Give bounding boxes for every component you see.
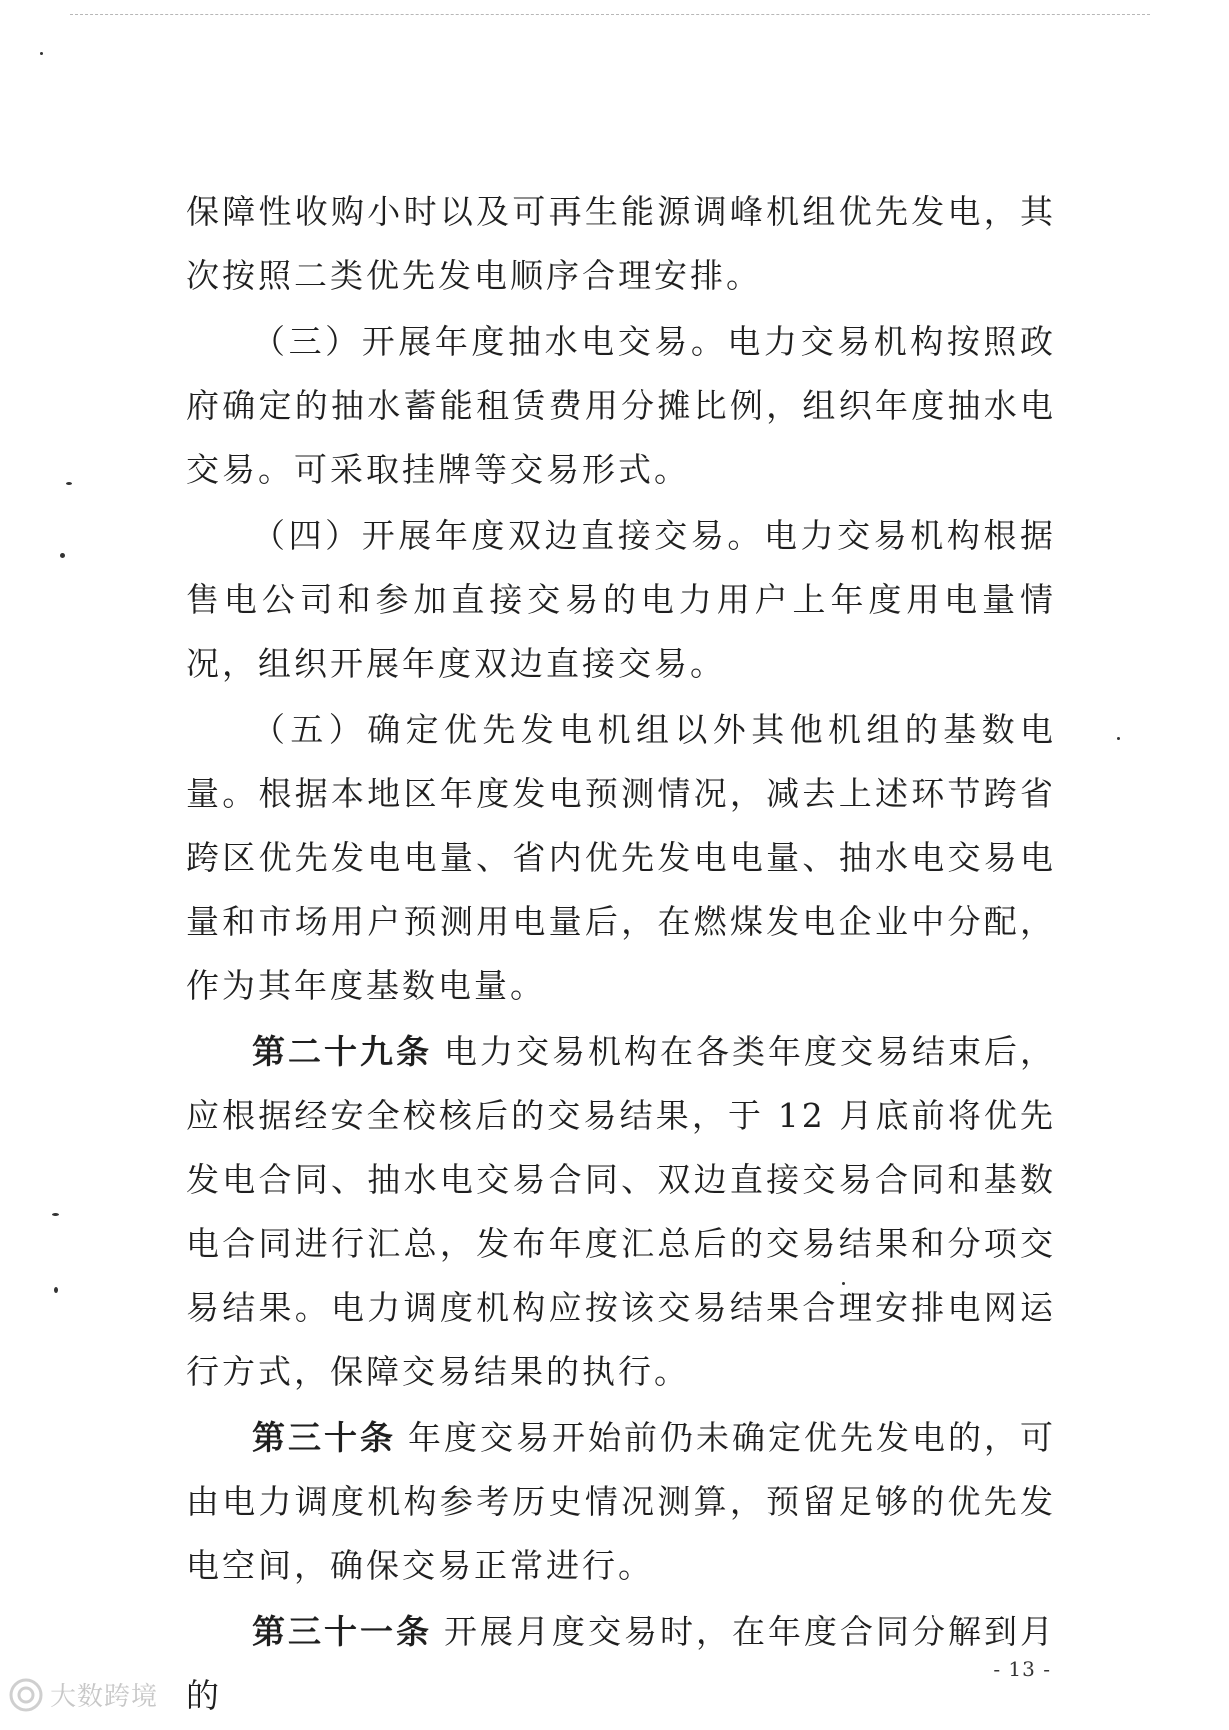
document-page	[186, 180, 1056, 1730]
article-29-text: 电力交易机构在各类年度交易结束后，应根据经安全校核后的交易结果，于 12 月底前将优先发电合同、抽水电交易合同、双边直接交易合同和基数电合同进行汇总，发布年度汇总后的交易结果和分项交易结果。电力调度机构应按该交易结果合理安排电网运行方式，保障交易结果的执行。	[186, 1032, 1056, 1391]
scan-speck	[842, 1282, 845, 1285]
article-29	[186, 1020, 1056, 1404]
watermark-text: 大数跨境	[50, 1682, 159, 1712]
article-31	[186, 1600, 1056, 1728]
paragraph-item-five: （五）确定优先发电机组以外其他机组的基数电量。根据本地区年度发电预测情况，减去上述环节跨省跨区优先发电电量、省内优先发电电量、抽水电交易电量和市场用户预测用电量后，在燃煤发电企业中分配，作为其年度基数电量。	[186, 710, 1056, 1005]
scan-speck	[40, 52, 43, 55]
paragraph-continuation: 保障性收购小时以及可再生能源调峰机组优先发电，其次按照二类优先发电顺序合理安排。	[186, 192, 1056, 295]
watermark	[8, 1676, 158, 1713]
article-31-text: 开展月度交易时，在年度合同分解到月的	[186, 1612, 1056, 1715]
scan-speck	[52, 1213, 59, 1216]
scan-edge-line	[70, 14, 1150, 15]
scan-speck	[54, 1287, 58, 1293]
scan-speck	[60, 553, 65, 558]
paragraph-item-four: （四）开展年度双边直接交易。电力交易机构根据售电公司和参加直接交易的电力用户上年度用电量情况，组织开展年度双边直接交易。	[186, 516, 1056, 683]
article-30-text: 年度交易开始前仍未确定优先发电的，可由电力调度机构参考历史情况测算，预留足够的优先发电空间，确保交易正常进行。	[186, 1418, 1056, 1585]
paragraph-item-three: （三）开展年度抽水电交易。电力交易机构按照政府确定的抽水蓄能租赁费用分摊比例，组织年度抽水电交易。可采取挂牌等交易形式。	[186, 322, 1056, 489]
scan-speck	[1117, 737, 1120, 740]
article-29-title: 第二十九条	[252, 1032, 432, 1071]
article-31-title: 第三十一条	[252, 1612, 432, 1651]
logo-icon	[8, 1677, 44, 1713]
article-30-title: 第三十条	[252, 1418, 396, 1457]
article-30	[186, 1406, 1056, 1598]
scan-speck	[66, 482, 72, 485]
page-number: - 13 -	[993, 1657, 1051, 1681]
